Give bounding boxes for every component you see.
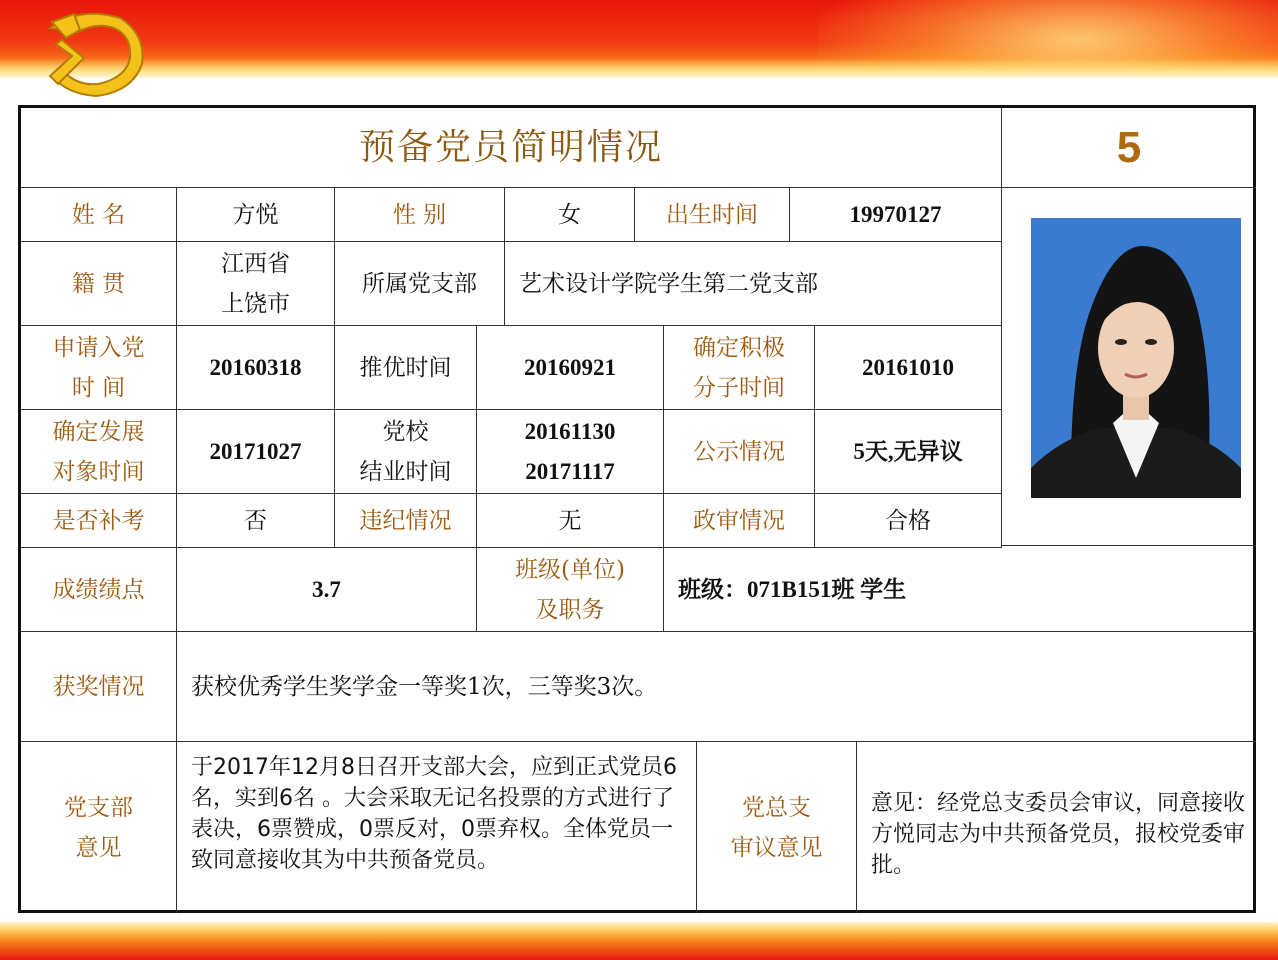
apply-label <box>21 326 177 410</box>
branch-opinion-label <box>21 742 177 913</box>
candidate-photo <box>1031 218 1241 498</box>
origin-city: 上饶市 <box>221 290 290 317</box>
gender-label: 性 别 <box>335 188 505 242</box>
general-branch-opinion-text: 意见：经党总支委员会审议，同意接收方悦同志为中共预备党员，报校党委审批。 <box>871 791 1246 878</box>
develop-label-line1: 确定发展 <box>52 418 145 445</box>
gpa-value: 3.7 <box>177 548 477 632</box>
party-emblem-icon <box>22 0 152 100</box>
name-label: 姓 名 <box>21 188 177 242</box>
branch-value: 艺术设计学院学生第二党支部 <box>505 242 1002 326</box>
publicity-value: 5天,无异议 <box>815 410 1002 494</box>
gpa-label: 成绩绩点 <box>21 548 177 632</box>
discipline-label: 违纪情况 <box>335 494 477 548</box>
develop-label-line2: 对象时间 <box>52 458 145 485</box>
activist-label <box>664 326 815 410</box>
party-school-label <box>335 410 477 494</box>
candidate-info-table <box>18 105 1256 913</box>
general-branch-label-line2: 审议意见 <box>730 834 823 861</box>
party-school-label-line2: 结业时间 <box>359 458 452 485</box>
top-banner <box>0 0 1278 78</box>
retest-label: 是否补考 <box>21 494 177 548</box>
origin-province: 江西省 <box>221 250 290 277</box>
page-number: 5 <box>1002 108 1256 188</box>
activist-value: 20161010 <box>815 326 1002 410</box>
activist-label-line2: 分子时间 <box>693 374 785 401</box>
party-school-value <box>477 410 664 494</box>
banner-streak <box>0 58 1278 78</box>
name-value: 方悦 <box>177 188 335 242</box>
activist-label-line1: 确定积极 <box>693 334 785 361</box>
party-school-date-2: 20171117 <box>525 458 615 484</box>
bottom-banner <box>0 922 1278 960</box>
branch-label: 所属党支部 <box>335 242 505 326</box>
table-title: 预备党员简明情况 <box>21 108 1002 188</box>
branch-opinion-label-line2: 意见 <box>75 834 122 861</box>
general-branch-label <box>697 742 857 913</box>
party-school-label-line1: 党校 <box>382 418 429 445</box>
origin-value <box>177 242 335 326</box>
birth-value: 19970127 <box>790 188 1002 242</box>
party-school-date-1: 20161130 <box>524 418 616 444</box>
apply-label-line2: 时 间 <box>71 374 126 401</box>
develop-value: 20171027 <box>177 410 335 494</box>
award-label: 获奖情况 <box>21 632 177 742</box>
award-value: 获校优秀学生奖学金一等奖1次，三等奖3次。 <box>177 632 1256 742</box>
class-label-line2: 及职务 <box>535 596 605 623</box>
apply-value: 20160318 <box>177 326 335 410</box>
class-value: 班级：071B151班 学生 <box>664 548 1256 632</box>
develop-label <box>21 410 177 494</box>
general-branch-label-line1: 党总支 <box>742 794 811 821</box>
apply-label-line1: 申请入党 <box>52 334 145 361</box>
review-label: 政审情况 <box>664 494 815 548</box>
discipline-value: 无 <box>477 494 664 548</box>
birth-label: 出生时间 <box>635 188 790 242</box>
review-value: 合格 <box>815 494 1002 548</box>
class-label <box>477 548 664 632</box>
gender-value: 女 <box>505 188 635 242</box>
publicity-label: 公示情况 <box>664 410 815 494</box>
branch-opinion-label-line1: 党支部 <box>64 794 133 821</box>
class-label-line1: 班级(单位) <box>515 556 625 583</box>
recommend-label: 推优时间 <box>335 326 477 410</box>
recommend-value: 20160921 <box>477 326 664 410</box>
retest-value: 否 <box>177 494 335 548</box>
origin-label: 籍 贯 <box>21 242 177 326</box>
branch-opinion-text: 于2017年12月8日召开支部大会，应到正式党员6名，实到6名 。大会采取无记名投票的方式进行了表决，6票赞成，0票反对，0票弃权。全体党员一致同意接收其为中共预备党员。 <box>177 742 697 913</box>
